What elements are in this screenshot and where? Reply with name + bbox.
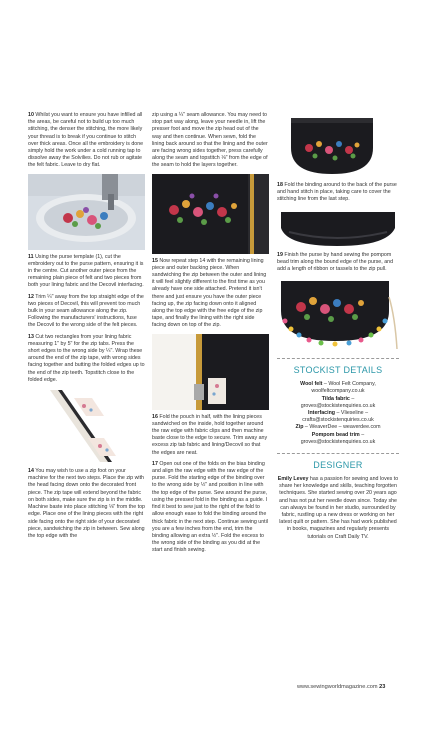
divider <box>277 453 399 454</box>
photo-zip-tabs <box>28 388 145 464</box>
photo-embroidery-dissolving <box>28 174 145 250</box>
photo-binding-back <box>277 208 399 248</box>
step-10: 10 Whilst you want to ensure you have infilled all the areas, be careful not to build up too much stitching, the denser the stitching, the more likely your thread is to break if you continue to stitch over thick areas. Once all the embroidery is done simply hold the work under a cold running tap to dissolve away the Solvilies. Do not rub or agitate the felt fabric. Leave to dry flat. <box>28 112 144 169</box>
step-14: 14 You may wish to use a zip foot on your machine for the next two steps. Place the zip with the head facing down onto the decorated front piece. The zip tape will extend beyond the fabric on both sides, make sure the zip is in the middle. Machine baste into place stitching ⅛" from the top edge. Place one of the lining pieces with the right side facing onto the right side of your decorated piece, sandwiching the zip in between. Sew along the top edge with the <box>28 468 146 539</box>
step-13: 13 Cut two rectangles from your lining fabric measuring 1" by 5" for the zip tabs. Press the short edges to the wrong side by ¼". Wrap these around the end of the zip tape, with wrong sides facing together and butting the folded edges up to the end of the zip teeth. Topstitch close to the folded edge. <box>28 333 145 383</box>
step-11: 11 Using the purse template (1), cut the embroidery out to the purse pattern, ensuring it is in the centre. Cut another outer piece from the remaining plain piece of felt and two pieces from both your lining fabric and the Decovil interfacing. <box>28 253 144 289</box>
step-12: 12 Trim ¼" away from the top straight edge of the two pieces of Decovil, this will prevent too much bulk in your seam allowance along the zip. Following the manufacturers' instructions, fuse the Decovil to the wrong side of the felt pieces. <box>28 293 144 329</box>
photo-zip-sewn-to-front <box>152 174 269 254</box>
step-17: 17 Open out one of the folds on the bias binding and align the raw edge with the raw edge of the purse. Fold the starting edge of the binding over to the wrong side by ½" and position in line with the top edge of the purse. Sew around the purse, using the pressed fold in the binding as a guide. I find it best to sew just to the right of the fold to allow enough ease to fold the binding around the thick fabric in the next step. Continue sewing until you are a few inches from the end, trim the binding allowing an extra ½". Fold the excess to the wrong side of the binding as you did at the start and finish sewing. <box>152 460 269 554</box>
column-3 <box>277 112 399 545</box>
photo-bound-purse <box>287 112 377 178</box>
stockist-details: Wool felt – Wool Felt Company, woolfeltcompany.co.uk Tilda fabric – groves@stockistenquiries.co.uk Interfacing – Vlieseline – crafts@stockistenquiries.co.uk Zip – WeaverDee – weaverdee.com Pompom bead trim – groves@stockistenquiries.co.uk <box>295 381 381 445</box>
step-14-continued: zip using a ¼" seam allowance. You may need to stop part way along, leave your needle in, lift the presser foot and move the zip head out of the way and then continue. When sewn, fold the lining back around so that the lining and the outer are facing wrong sides together, press carefully along the seam and topstitch ⅛" from the edge of the seam to hold the layers together. <box>152 112 268 169</box>
designer-bio: Emily Levey has a passion for sewing and loves to share her knowledge and skills, teaching forgotten techniques. She started sewing over 20 years ago and has not put her needle down since. Today she can always be found in her studio, surrounded by fabric, rustling up a new dress or working on her latest quilt or pattern. She has had work published in books, magazines and regularly presents tutorials on Craft Daily TV. <box>277 476 399 540</box>
designer-heading: DESIGNER <box>313 460 363 471</box>
divider <box>277 358 399 359</box>
step-15: 15 Now repeat step 14 with the remaining lining piece and outer backing piece. When sandwiching the zip between the outer and lining it will feel slightly different to the first time as you already have one side attached. Pretend it isn't there and just ensure you have the outer piece facing up, the zip facing down onto it aligned along the top edge with the free edge of the zip tape, and finally the lining with the right side facing down on top of the zip. <box>152 257 267 329</box>
photo-zip-with-lining <box>152 334 269 410</box>
page-number: 23 <box>379 684 386 690</box>
column-2 <box>152 112 269 559</box>
stockist-heading: STOCKIST DETAILS <box>293 365 383 376</box>
step-16: 16 Fold the pouch in half, with the lining pieces sandwiched on the inside, hold together around the raw edge with fabric clips and then machine baste close to the edge to secure. Trim away any excess zip tab fabric and lining/Decovil so that the edges are neat. <box>152 413 268 456</box>
page-footer: www.sewingworldmagazine.com 23 <box>297 684 386 690</box>
step-19: 19 Finish the purse by hand sewing the pompom bead trim along the bound edge of the purse, and add a length of ribbon or tassels to the zip pull. <box>277 251 394 273</box>
photo-finished-purse <box>277 277 399 351</box>
step-18: 18 Fold the binding around to the back of the purse and hand stitch in place, taking care to cover the stitching line from the last step. <box>277 182 397 203</box>
column-1 <box>28 112 145 544</box>
